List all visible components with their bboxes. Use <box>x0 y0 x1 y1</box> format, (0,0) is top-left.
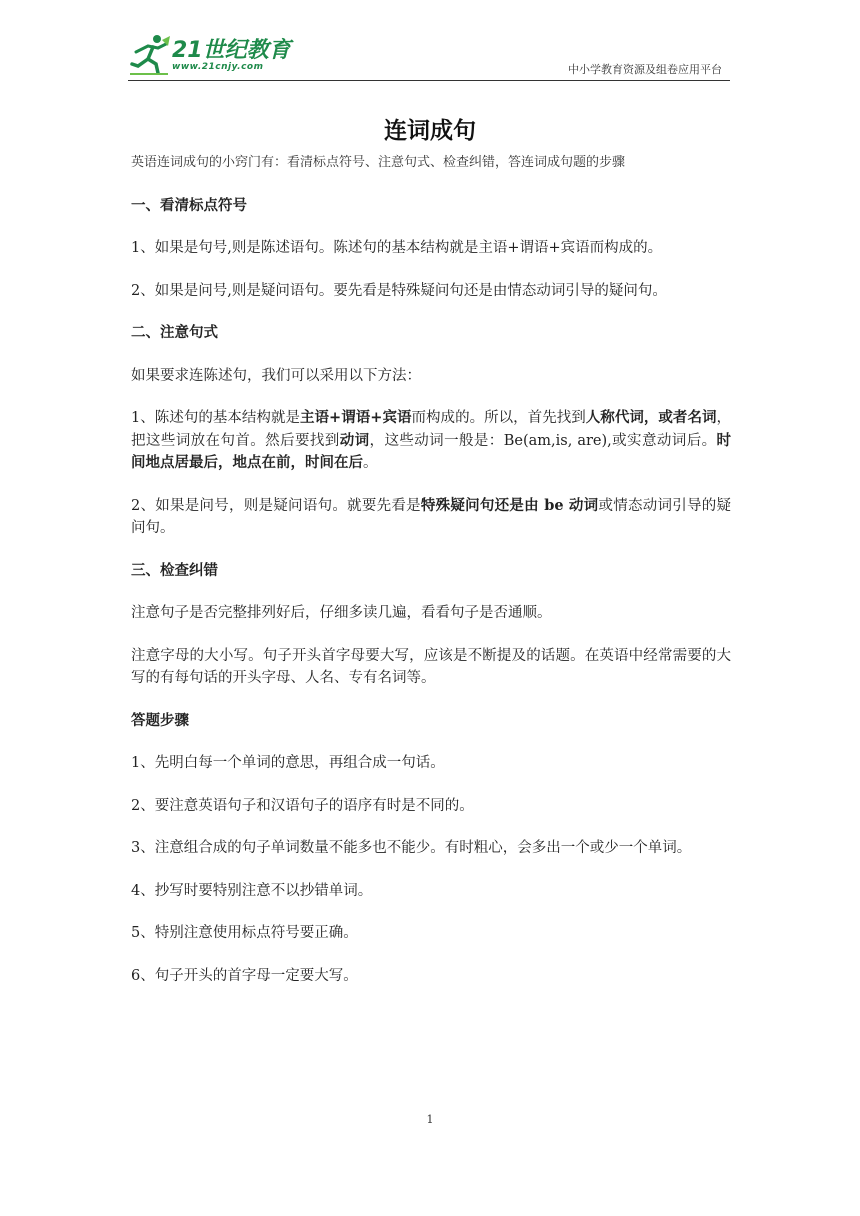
text-run: 而构成的。所以，首先找到 <box>411 410 586 426</box>
page-number: 1 <box>426 1113 434 1126</box>
runner-logo-icon <box>128 32 172 76</box>
document-body <box>131 152 731 1007</box>
text-run: 1、陈述句的基本结构就是 <box>131 410 301 426</box>
paragraph: 4、抄写时要特别注意不以抄错单词。 <box>131 882 373 899</box>
bold-run: 动词 <box>339 431 370 449</box>
paragraph <box>131 495 731 540</box>
bold-run: 主语+谓语+宾语 <box>300 409 412 426</box>
section-heading: 二、注意句式 <box>131 325 218 341</box>
text-run: 或情态动词引导的疑问句。 <box>131 497 731 536</box>
logo-url: www.21cnjy.com <box>172 62 264 72</box>
paragraph: 2、如果是问号,则是疑问语句。要先看是特殊疑问句还是由情态动词引导的疑问句。 <box>131 282 667 299</box>
paragraph: 5、特别注意使用标点符号要正确。 <box>131 925 358 941</box>
paragraph: 1、如果是句号,则是陈述语句。陈述句的基本结构就是主语+谓语+宾语而构成的。 <box>131 240 663 256</box>
page-header <box>128 30 730 81</box>
paragraph: 6、句子开头的首字母一定要大写。 <box>131 967 358 984</box>
text-run: 。 <box>363 455 378 471</box>
paragraph: 注意字母的大小写。句子开头首字母要大写，应该是不断提及的话题。在英语中经常需要的大写的有每句话的开头字母、人名、专有名词等。 <box>131 647 731 686</box>
bold-run: 特殊疑问句还是由 be 动词 <box>420 496 599 514</box>
text-run: 2、如果是问号，则是疑问语句。就要先看是 <box>131 497 421 514</box>
section-heading: 答题步骤 <box>131 712 189 729</box>
page-title: 连词成句 <box>384 118 476 144</box>
paragraph <box>131 407 731 475</box>
bold-run: 时间地点居最后，地点在前，时间在后 <box>131 431 732 471</box>
paragraph: 2、要注意英语句子和汉语句子的语序有时是不同的。 <box>131 797 474 814</box>
platform-name: 中小学教育资源及组卷应用平台 <box>568 63 722 76</box>
paragraph: 3、注意组合成的句子单词数量不能多也不能少。有时粗心，会多出一个或少一个单词。 <box>131 840 692 856</box>
subtitle: 英语连词成句的小窍门有：看清标点符号、注意句式、检查纠错，答连词成句题的步骤 <box>131 155 626 170</box>
paragraph: 1、先明白每一个单词的意思，再组合成一句话。 <box>131 755 445 771</box>
text-run: ，这些动词一般是：Be(am,is, are),或实意动词后。 <box>369 432 717 449</box>
paragraph: 注意句子是否完整排列好后，仔细多读几遍，看看句子是否通顺。 <box>131 605 552 621</box>
section-heading: 三、检查纠错 <box>131 562 218 579</box>
bold-run: 人称代词，或者名词 <box>585 409 717 426</box>
paragraph: 如果要求连陈述句，我们可以采用以下方法： <box>131 367 421 384</box>
section-heading: 一、看清标点符号 <box>131 197 247 214</box>
logo-text: 21世纪教育 <box>172 38 291 63</box>
logo <box>128 32 298 76</box>
text-run: ，把这些词放在句首。然后要找到 <box>131 410 731 449</box>
